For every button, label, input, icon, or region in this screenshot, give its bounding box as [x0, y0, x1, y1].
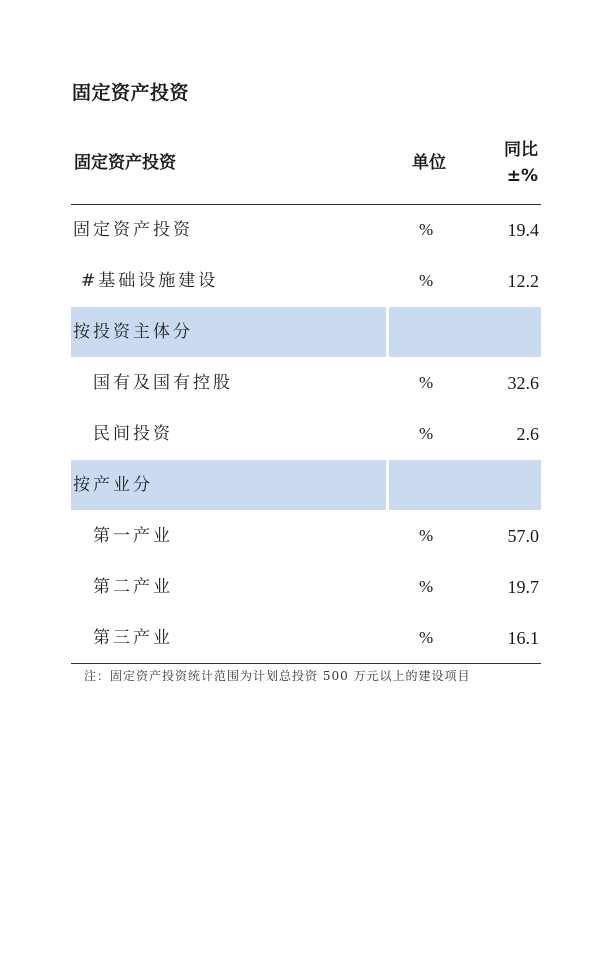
section-label: 按投资主体分: [73, 322, 193, 342]
row-unit: %: [419, 424, 434, 443]
row-label: 民间投资: [93, 424, 173, 444]
section-row: [71, 460, 541, 511]
row-unit: %: [419, 628, 434, 647]
row-unit: %: [419, 220, 434, 239]
table-row: [71, 358, 541, 409]
header-yoy-line1: 同比: [504, 140, 538, 160]
row-label: 固定资产投资: [73, 220, 193, 240]
row-value: 2.6: [516, 424, 539, 444]
row-value: 19.4: [507, 220, 539, 240]
table-bottom-rule: [71, 663, 541, 664]
row-value: 19.7: [507, 577, 539, 597]
table-row: [71, 511, 541, 562]
header-item: 固定资产投资: [74, 153, 176, 173]
row-unit: %: [419, 373, 434, 392]
section-band: [389, 307, 541, 357]
section-label: 按产业分: [73, 475, 153, 495]
section-band: [389, 460, 541, 510]
row-value: 16.1: [507, 628, 539, 648]
investment-table: [71, 130, 541, 664]
table-row: [71, 205, 541, 256]
row-value: 32.6: [507, 373, 539, 393]
row-label: 第三产业: [93, 628, 173, 648]
table-row: [71, 409, 541, 460]
table-row: [71, 256, 541, 307]
footnote: 注：固定资产投资统计范围为计划总投资 500 万元以上的建设项目: [84, 669, 471, 683]
row-unit: %: [419, 526, 434, 545]
row-value: 57.0: [507, 526, 539, 546]
row-label: 第二产业: [93, 577, 173, 597]
row-label: 国有及国有控股: [93, 373, 233, 393]
row-unit: %: [419, 271, 434, 290]
header-yoy: [504, 137, 538, 189]
row-unit: %: [419, 577, 434, 596]
header-yoy-line2: ±%: [506, 166, 538, 186]
table-row: [71, 613, 541, 664]
section-row: [71, 307, 541, 358]
header-unit: 单位: [412, 153, 446, 173]
row-label: #基础设施建设: [81, 271, 219, 291]
table-row: [71, 562, 541, 613]
page-title: 固定资产投资: [72, 82, 190, 104]
row-value: 12.2: [507, 271, 539, 291]
row-label: 第一产业: [93, 526, 173, 546]
table-header: [71, 130, 541, 205]
